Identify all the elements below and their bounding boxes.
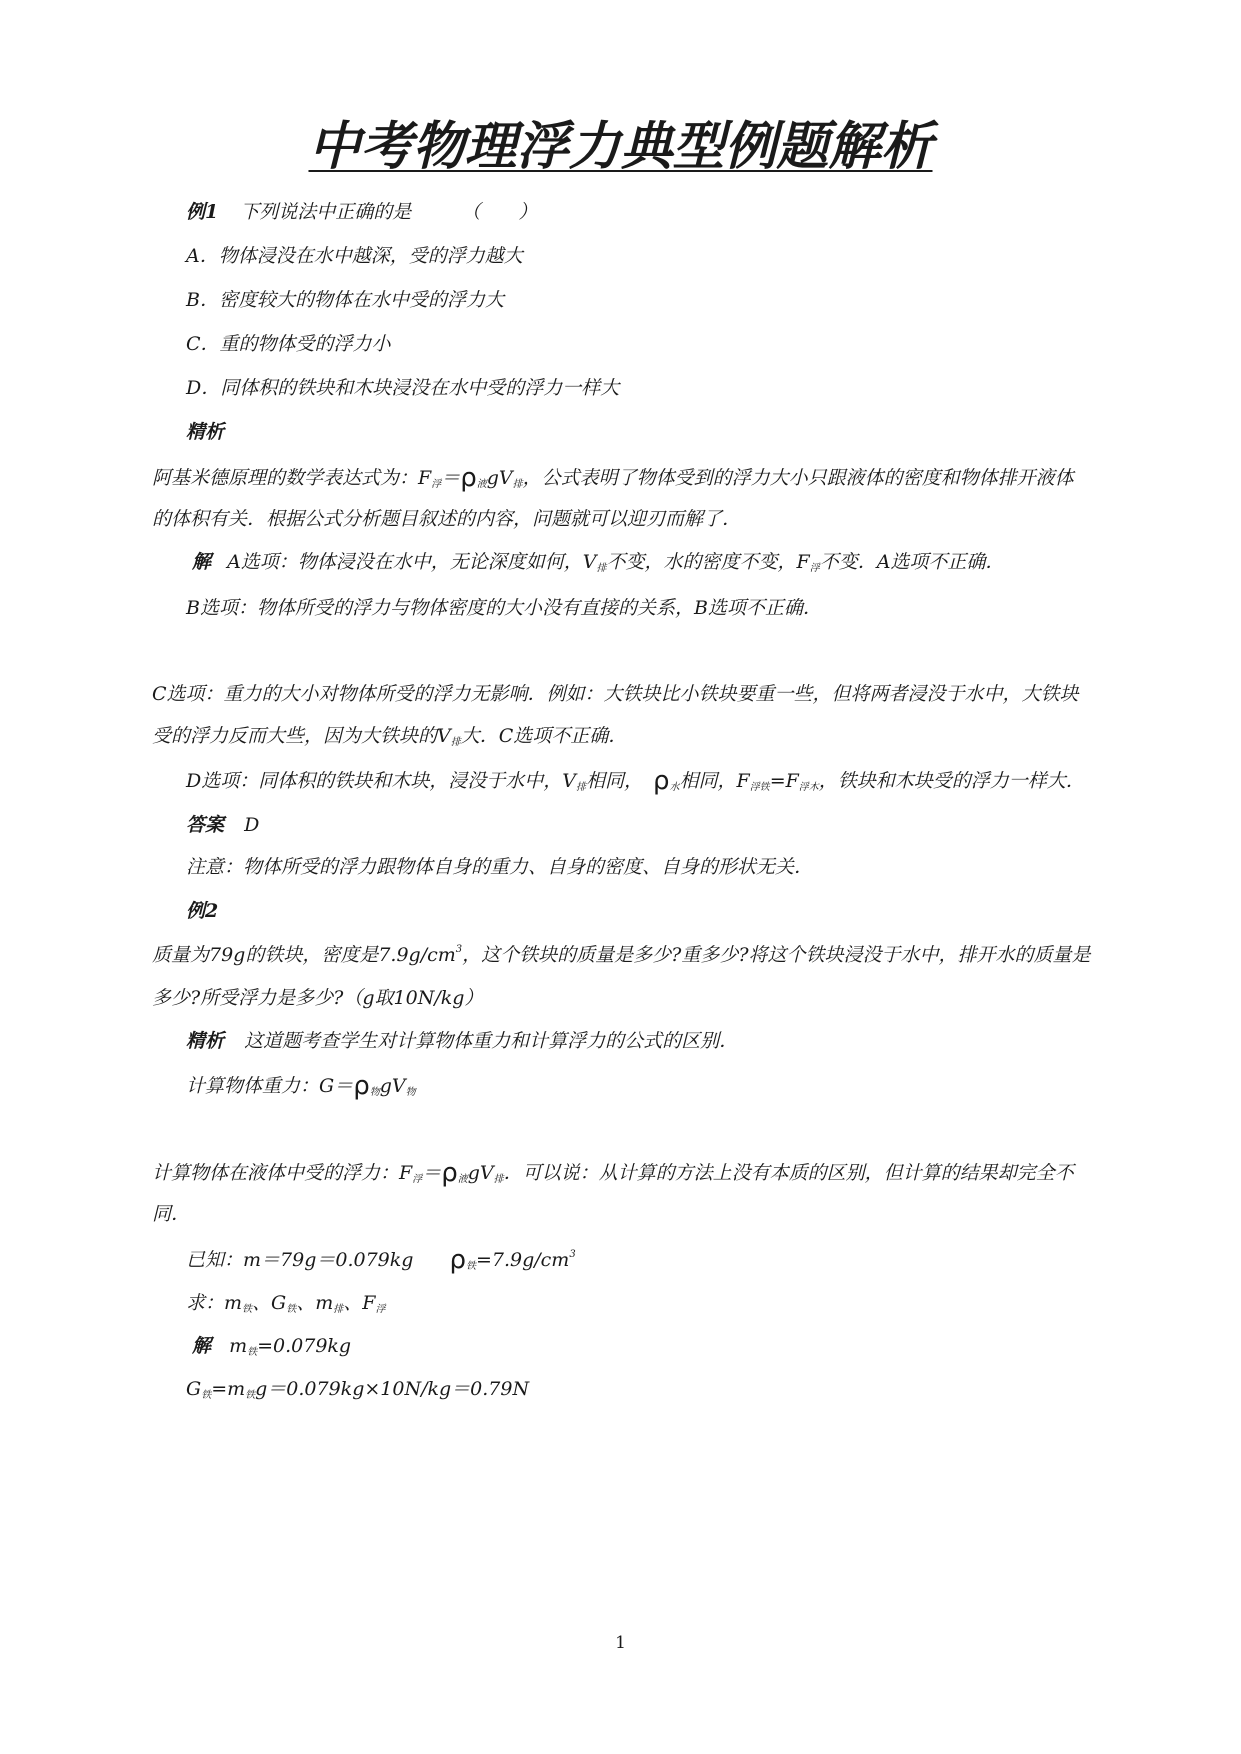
ex1-analysis-line-1: 阿基米德原理的数学表达式为：$F_浮=\rho_液gV_排$，公式表明了物体受到的浮力大小只跟液体的密度和物体排开液体 <box>152 463 1074 493</box>
ex2-solution-2: $G_铁=m_铁g=0.079kg\times 10N/kg=0.79N$ <box>186 1378 530 1401</box>
ex2-analysis: 精析 这道题考查学生对计算物体重力和计算浮力的公式的区别． <box>186 1030 739 1052</box>
ex1-analysis-line-2: 的体积有关．根据公式分析题目叙述的内容，问题就可以迎刃而解了． <box>152 508 742 530</box>
ex1-label: 例1 <box>186 201 219 223</box>
ex2-solution-1: 解 $m_铁=0.079kg$ <box>192 1335 352 1358</box>
ex2-find: 求：$m_铁$、$G_铁$、$m_排$、$F_浮$ <box>186 1292 386 1315</box>
solution-label: 解 <box>192 551 212 573</box>
ex2-question-line-2: 多少?所受浮力是多少?（g取10N/kg） <box>152 987 484 1009</box>
page-number: 1 <box>615 1633 626 1653</box>
ex2-question-line-1: 质量为79g的铁块，密度是$7.9g/cm^3$，这个铁块的质量是多少?重多少?将这个铁块浸没于水中，排开水的质量是 <box>152 944 1091 966</box>
page-title: 中考物理浮力典型例题解析 <box>308 116 933 177</box>
ex1-solution-d: D选项：同体积的铁块和木块，浸没于水中，$V_排$相同， $\rho_水$相同，$F_{浮铁}=F_{浮木}$，铁块和木块受的浮力一样大． <box>186 766 1085 796</box>
ex1-solution-b: B选项：物体所受的浮力与物体密度的大小没有直接的关系，B选项不正确． <box>186 597 822 619</box>
ex1-option-d: D．同体积的铁块和木块浸没在水中受的浮力一样大 <box>186 377 620 399</box>
ex1-option-b: B．密度较大的物体在水中受的浮力大 <box>186 289 504 311</box>
ex2-buoyancy-formula-line-1: 计算物体在液体中受的浮力：$F_浮=\rho_液gV_排$．可以说：从计算的方法上没有本质的区别，但计算的结果却完全不 <box>152 1158 1074 1188</box>
answer-label: 答案 <box>186 814 225 836</box>
ex1-option-c: C．重的物体受的浮力小 <box>186 333 391 355</box>
ex2-buoyancy-formula-line-2: 同． <box>152 1203 191 1225</box>
ex2-known: 已知：m＝79g＝0.079kg $\rho_铁=7.9g/cm^3$ <box>186 1245 576 1275</box>
ex2-gravity-formula: 计算物体重力：$G=\rho_物gV_物$ <box>186 1071 416 1101</box>
ex1-analysis-label: 精析 <box>186 421 225 443</box>
ex1-solution-a: 解 A选项：物体浸没在水中，无论深度如何，$V_排$不变，水的密度不变，$F_浮$不变．A选项不正确． <box>192 551 1005 574</box>
ex1-solution-c-line-1: C选项：重力的大小对物体所受的浮力无影响．例如：大铁块比小铁块要重一些，但将两者浸没于水中，大铁块 <box>152 683 1079 705</box>
ex1-answer: 答案 D <box>186 814 260 836</box>
ex1-option-a: A．物体浸没在水中越深，受的浮力越大 <box>186 245 523 267</box>
ex1-note: 注意：物体所受的浮力跟物体自身的重力、自身的密度、自身的形状无关． <box>186 856 814 878</box>
ex1-question: 例1 下列说法中正确的是 （ ） <box>186 201 538 223</box>
ex1-solution-c-line-2: 受的浮力反而大些，因为大铁块的$V_排$大．C选项不正确． <box>152 725 628 748</box>
ex2-label: 例2 <box>186 900 219 922</box>
